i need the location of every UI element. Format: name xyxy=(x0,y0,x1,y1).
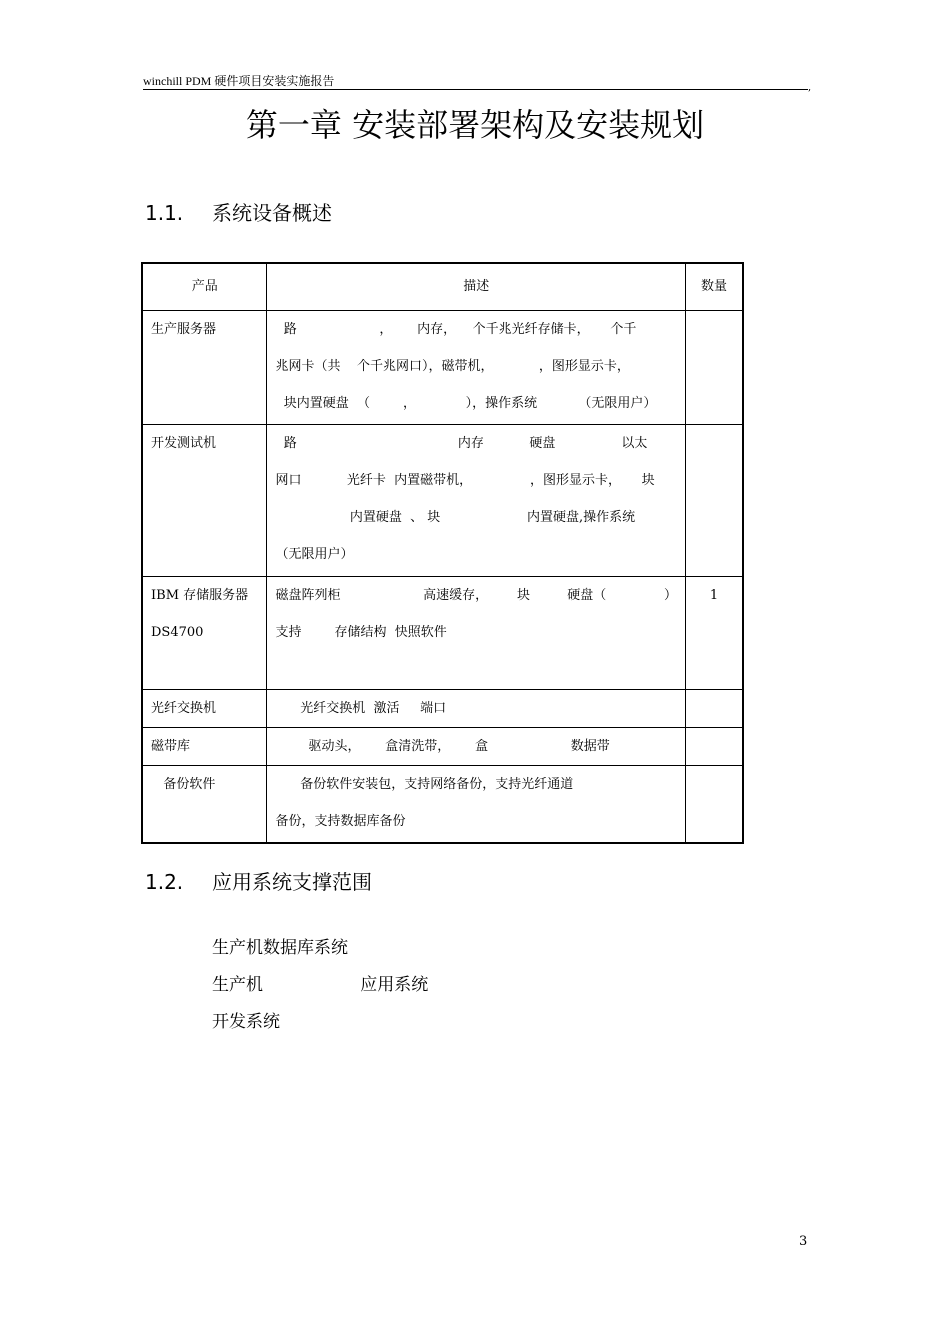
product-cell: IBM 存储服务器 DS4700 xyxy=(142,577,267,690)
quantity-cell xyxy=(686,728,743,766)
product-cell: 磁带库 xyxy=(142,728,267,766)
chapter-title: 第一章 安装部署架构及安装规划 xyxy=(245,106,705,144)
quantity-cell xyxy=(686,425,743,577)
product-cell: 备份软件 xyxy=(142,766,267,843)
scope-list xyxy=(212,930,428,1041)
section-heading-1 xyxy=(145,197,332,226)
section-number: 1.1. xyxy=(145,201,184,225)
section-heading-2 xyxy=(145,866,372,895)
table-row xyxy=(142,425,743,577)
quantity-cell xyxy=(686,766,743,843)
table-row xyxy=(142,728,743,766)
page-number: 3 xyxy=(799,1234,808,1249)
header-rule xyxy=(143,89,808,90)
list-item: 生产机数据库系统 xyxy=(212,938,348,958)
section-title: 系统设备概述 xyxy=(212,201,332,225)
product-cell: 生产服务器 xyxy=(142,311,267,425)
description-cell: 驱动头， 盒清洗带， 盒 数据带 xyxy=(267,728,686,766)
list-item: 开发系统 xyxy=(212,1012,280,1032)
table-row xyxy=(142,577,743,690)
list-item: 生产机 应用系统 xyxy=(212,975,429,995)
description-cell: 路 ， 内存， 个千兆光纤存储卡， 个千 兆网卡（共 个千兆网口），磁带机， ，图形显示卡， 块内置硬盘 （ ， ），操作系统 （无限用户） xyxy=(267,311,686,425)
column-header-product: 产品 xyxy=(142,263,267,311)
column-header-description: 描述 xyxy=(267,263,686,311)
section-title: 应用系统支撑范围 xyxy=(212,870,372,894)
table-row xyxy=(142,311,743,425)
column-header-quantity: 数量 xyxy=(686,263,743,311)
description-cell: 磁盘阵列柜 高速缓存， 块 硬盘（ ） 支持 存储结构 快照软件 xyxy=(267,577,686,690)
quantity-cell xyxy=(686,311,743,425)
description-cell: 光纤交换机 激活 端口 xyxy=(267,690,686,728)
section-number: 1.2. xyxy=(145,870,184,894)
table-row xyxy=(142,766,743,843)
quantity-cell xyxy=(686,690,743,728)
product-cell: 光纤交换机 xyxy=(142,690,267,728)
equipment-table xyxy=(141,262,744,844)
product-cell: 开发测试机 xyxy=(142,425,267,577)
table-header-row xyxy=(142,263,743,311)
header-tick: , xyxy=(808,82,812,93)
description-cell: 备份软件安装包，支持网络备份，支持光纤通道 备份，支持数据库备份 xyxy=(267,766,686,843)
running-header: winchill PDM 硬件项目安装实施报告 xyxy=(143,74,335,88)
quantity-cell: 1 xyxy=(686,577,743,690)
description-cell: 路 内存 硬盘 以太 网口 光纤卡 内置磁带机， ，图形显示卡， 块 内置硬盘 、 块 内置硬盘,操作系统 （无限用户） xyxy=(267,425,686,577)
table-row xyxy=(142,690,743,728)
